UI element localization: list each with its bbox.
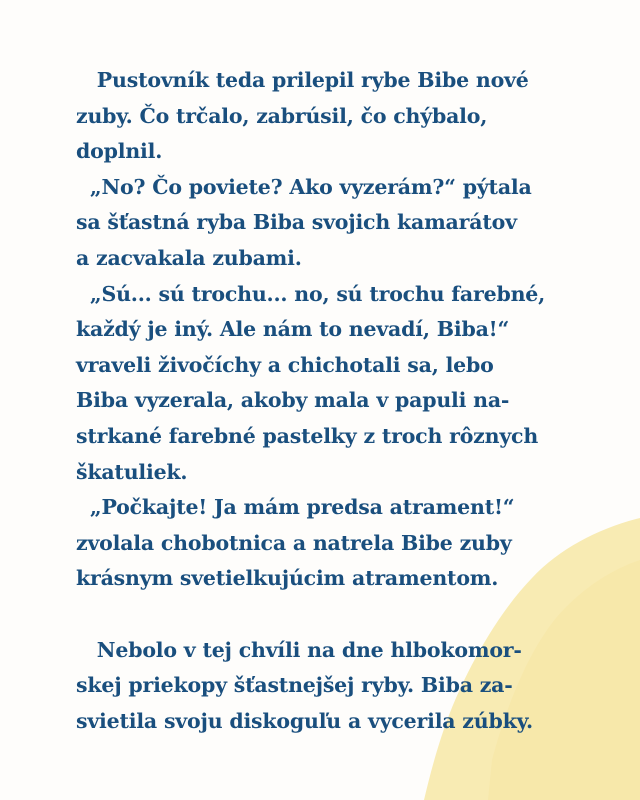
text-line: „No? Čo poviete? Ako vyzerám?“ pýtala — [76, 174, 532, 199]
text-line: krásnym svetielkujúcim atramentom. — [76, 566, 499, 591]
text-line: a zacvakala zubami. — [76, 245, 302, 270]
text-line: zuby. Čo trčalo, zabrúsil, čo chýbalo, — [76, 103, 488, 128]
text-line: „Sú... sú trochu... no, sú trochu farebné, — [76, 281, 546, 306]
text-line: skej priekopy šťastnejšej ryby. Biba za- — [76, 673, 513, 698]
text-line: sa šťastná ryba Biba svojich kamarátov — [76, 210, 517, 235]
text-line: doplnil. — [76, 139, 163, 164]
text-line: vraveli živočíchy a chichotali sa, lebo — [76, 352, 494, 377]
text-line: strkané farebné pastelky z troch rôznych — [76, 423, 539, 448]
text-line: Pustovník teda prilepil rybe Bibe nové — [76, 68, 529, 92]
paragraph-gap — [76, 597, 616, 633]
text-line: svietila svoju diskoguľu a vycerila zúbky. — [76, 708, 533, 733]
text-line: Biba vyzerala, akoby mala v papuli na- — [76, 388, 510, 413]
text-line: Nebolo v tej chvíli na dne hlbokomor- — [76, 637, 522, 662]
story-text — [76, 63, 616, 739]
text-line: „Počkajte! Ja mám predsa atrament!“ — [76, 495, 515, 520]
text-line: škatuliek. — [76, 459, 188, 484]
text-line: každý je iný. Ale nám to nevadí, Biba!“ — [76, 317, 510, 342]
text-line: zvolala chobotnica a natrela Bibe zuby — [76, 530, 512, 555]
